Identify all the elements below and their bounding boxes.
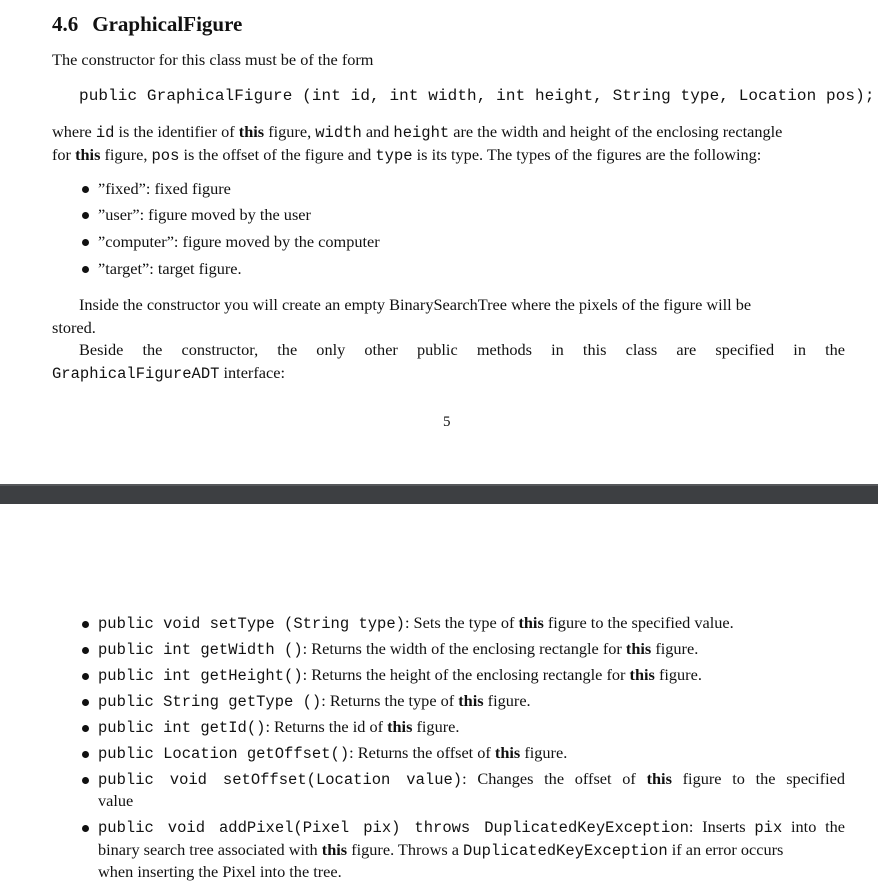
list-item: public void addPixel(Pixel pix) throws DuplicatedKeyException: Inserts pix into the xyxy=(98,817,845,837)
list-item: ”user”: figure moved by the user xyxy=(98,205,311,224)
paragraph-1-line-1: Inside the constructor you will create an empty BinarySearchTree where the pixels of the figure will be xyxy=(79,295,752,314)
list-item: ”computer”: figure moved by the computer xyxy=(98,232,380,251)
list-item-continuation: value xyxy=(98,791,134,810)
list-item: ”target”: target figure. xyxy=(98,259,242,278)
bullet-icon xyxy=(82,186,89,193)
page-number: 5 xyxy=(443,414,451,430)
where-line-1: where id is the identifier of this figure, width and height are the width and height of the enclosing rectangle xyxy=(52,122,783,142)
bullet-icon xyxy=(82,621,89,628)
bullet-icon xyxy=(82,266,89,273)
paragraph-2-line-2: GraphicalFigureADT interface: xyxy=(52,363,285,383)
bullet-icon xyxy=(82,239,89,246)
bullet-icon xyxy=(82,725,89,732)
paragraph-2-line-1: Beside the constructor, the only other public methods in this class are specified in the xyxy=(79,340,845,359)
constructor-signature: public GraphicalFigure (int id, int width, int height, String type, Location pos); xyxy=(79,87,875,105)
list-item: public int getId(): Returns the id of this figure. xyxy=(98,717,460,737)
bullet-icon xyxy=(82,212,89,219)
section-title: GraphicalFigure xyxy=(92,12,243,36)
list-item: public int getHeight(): Returns the height of the enclosing rectangle for this figure. xyxy=(98,665,702,685)
intro-text: The constructor for this class must be of the form xyxy=(52,50,374,69)
list-item: public void setOffset(Location value): Changes the offset of this figure to the specified xyxy=(98,769,845,789)
paragraph-1-line-2: stored. xyxy=(52,318,96,337)
bullet-icon xyxy=(82,777,89,784)
bullet-icon xyxy=(82,825,89,832)
where-line-2: for this figure, pos is the offset of the figure and type is its type. The types of the figures are the following: xyxy=(52,145,762,165)
list-item: public int getWidth (): Returns the width of the enclosing rectangle for this figure. xyxy=(98,639,699,659)
bullet-icon xyxy=(82,699,89,706)
bullet-icon xyxy=(82,673,89,680)
list-item: ”fixed”: fixed figure xyxy=(98,179,231,198)
list-item-continuation: binary search tree associated with this figure. Throws a DuplicatedKeyException if an error occurs xyxy=(98,840,784,860)
section-number: 4.6 xyxy=(52,12,79,36)
bullet-icon xyxy=(82,751,89,758)
list-item: public void setType (String type): Sets the type of this figure to the specified value. xyxy=(98,613,734,633)
page-separator xyxy=(0,484,878,504)
bullet-icon xyxy=(82,647,89,654)
list-item-continuation: when inserting the Pixel into the tree. xyxy=(98,862,342,881)
list-item: public Location getOffset(): Returns the offset of this figure. xyxy=(98,743,568,763)
section-heading xyxy=(52,12,242,37)
list-item: public String getType (): Returns the type of this figure. xyxy=(98,691,531,711)
